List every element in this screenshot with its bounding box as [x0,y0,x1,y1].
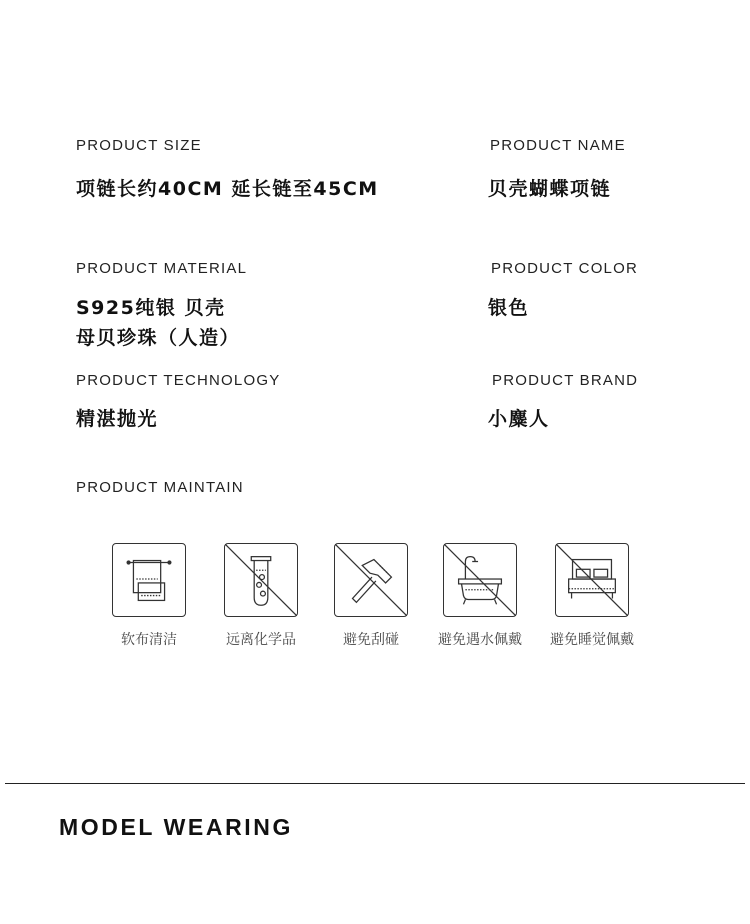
no-scratch-caption: 避免刮碰 [343,632,399,648]
no-chemicals-icon [224,543,298,617]
product-name-label: PRODUCT NAME [490,137,626,154]
model-wearing-title: MODEL WEARING [59,814,293,840]
no-sleep-caption: 避免睡觉佩戴 [550,632,634,648]
product-size-label: PRODUCT SIZE [76,137,202,154]
no-bath-caption: 避免遇水佩戴 [438,632,522,648]
product-name-value: 贝壳蝴蝶项链 [488,178,612,200]
product-technology-label: PRODUCT TECHNOLOGY [76,372,281,389]
product-size-value: 项链长约40CM 延长链至45CM [76,178,379,200]
section-divider [5,783,745,784]
product-technology-value: 精湛抛光 [76,408,159,430]
product-maintain-label: PRODUCT MAINTAIN [76,479,244,496]
towel-icon [112,543,186,617]
product-brand-value: 小麋人 [488,408,550,430]
no-sleep-bed-icon [555,543,629,617]
no-chemicals-caption: 远离化学品 [226,632,296,648]
no-bath-icon [443,543,517,617]
product-material-value-line2: 母贝珍珠（人造） [76,327,241,349]
product-color-value: 银色 [488,297,530,319]
no-scratch-hammer-icon [334,543,408,617]
product-brand-label: PRODUCT BRAND [492,372,639,389]
product-material-label: PRODUCT MATERIAL [76,260,248,277]
product-color-label: PRODUCT COLOR [491,260,639,277]
product-material-value-line1: S925纯银 贝壳 [76,297,226,319]
towel-caption: 软布清洁 [121,632,177,648]
